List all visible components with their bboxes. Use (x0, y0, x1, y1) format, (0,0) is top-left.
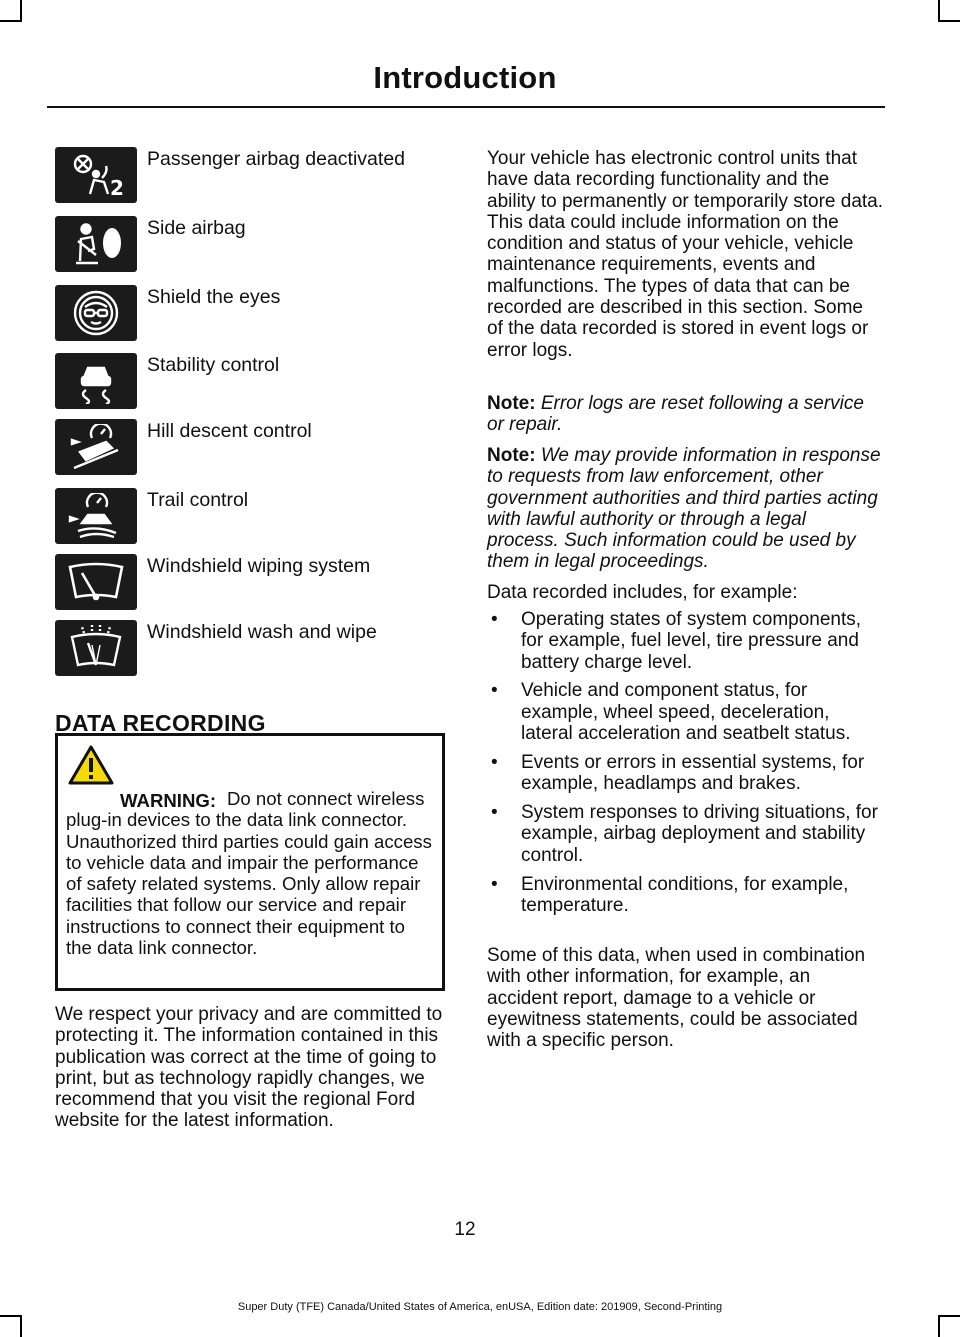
crop-mark (938, 0, 940, 22)
bullet-marker: • (491, 609, 498, 630)
header-rule (47, 106, 885, 108)
crop-mark (938, 1315, 960, 1317)
symbol-label: Side airbag (147, 217, 246, 239)
svg-text:2: 2 (110, 176, 124, 198)
list-item (487, 752, 883, 795)
warning-box (55, 733, 445, 991)
crop-mark (0, 1315, 22, 1317)
stability-control-icon (55, 353, 137, 409)
bullet-marker: • (491, 751, 498, 773)
warning-triangle-icon (68, 744, 114, 786)
list-item (487, 802, 883, 866)
footer-edition: Super Duty (TFE) Canada/United States of America, enUSA, Edition date: 201909, Second-Printing (237, 1301, 723, 1313)
symbol-label: Passenger airbag deactivated (147, 148, 406, 170)
list-item-text: Environmental conditions, for example, temperature. (521, 873, 849, 916)
crop-mark (0, 20, 22, 22)
side-airbag-icon (55, 216, 137, 272)
list-item (487, 609, 883, 673)
symbol-label: Windshield wash and wipe (147, 621, 377, 643)
note-text: Error logs are reset following a service or repair. (487, 393, 864, 436)
symbol-label: Hill descent control (147, 420, 312, 442)
crop-mark (20, 0, 22, 22)
symbol-label: Trail control (147, 489, 249, 511)
list-item-text: System responses to driving situations, for example, airbag deployment and stability control. (521, 802, 878, 866)
list-item-text: Vehicle and component status, for example, wheel speed, deceleration, lateral acceleration and seatbelt status. (521, 680, 851, 745)
crop-mark (938, 1315, 940, 1337)
data-recording-intro: Your vehicle has electronic control units that have data recording functionality and the ability to permanently or temporarily store data. This data could include information on the condition and status of your vehicle, vehicle maintenance requirements, events and malfunctions. The types of data that can be recorded are described in this section. Some of the data recorded is stored in event logs or error logs. (487, 148, 884, 361)
bullet-marker: • (491, 802, 498, 824)
windshield-wiper-icon (55, 554, 137, 610)
hill-descent-icon (55, 419, 137, 475)
warning-text: Do not connect wireless plug-in devices to the data link connector. Unauthorized third parties could gain access to vehicle data and impair the performance of safety related systems. Only allow repair facilities that follow our service and repair instructions to connect their equipment to the data link connector. (66, 788, 432, 959)
symbol-row-hill-descent (55, 419, 445, 475)
section-heading: DATA RECORDING (55, 710, 266, 736)
symbol-row-stability-control (55, 353, 445, 409)
note-law-enforcement (487, 445, 883, 573)
symbol-row-side-airbag (55, 216, 445, 272)
symbol-row-shield-eyes (55, 285, 445, 341)
windshield-wash-icon (55, 620, 137, 676)
bullet-marker: • (491, 873, 498, 895)
list-item (487, 680, 883, 744)
list-item (487, 874, 883, 917)
symbol-label: Shield the eyes (147, 286, 281, 308)
symbol-row-passenger-airbag (55, 147, 445, 203)
symbol-row-trail-control (55, 488, 445, 544)
crop-mark (938, 20, 960, 22)
trail-control-icon (55, 488, 137, 544)
note-text: We may provide information in response to requests from law enforcement, other government authorities and third parties acting with lawful authority or through a legal process. Such information could be used by them in legal proceedings. (487, 445, 881, 573)
symbol-label: Windshield wiping system (147, 555, 371, 577)
page-number: 12 (454, 1219, 476, 1240)
passenger-airbag-deactivated-icon (55, 147, 137, 203)
symbol-label: Stability control (147, 354, 280, 376)
list-item-text: Events or errors in essential systems, for example, headlamps and brakes. (521, 751, 865, 795)
note-error-logs (487, 393, 883, 436)
closing-paragraph: Some of this data, when used in combination with other information, for example, an accident report, damage to a vehicle or eyewitness statements, could be associated with a specific person. (487, 945, 866, 1052)
data-recorded-list (487, 609, 883, 924)
note-label: Note: (487, 445, 536, 466)
privacy-paragraph: We respect your privacy and are committed to protecting it. The information contained in this publication was correct at the time of going to print, but as technology rapidly changes, we recommend that you visit the regional Ford website for the latest information. (55, 1004, 443, 1132)
warning-label: WARNING: (120, 790, 217, 811)
crop-mark (20, 1315, 22, 1337)
shield-eyes-icon (55, 285, 137, 341)
bullet-marker: • (491, 680, 498, 702)
list-item-text: Operating states of system components, for example, fuel level, tire pressure and battery charge level. (521, 609, 862, 673)
page-title: Introduction (373, 60, 557, 95)
symbol-row-windshield-wash (55, 620, 445, 676)
list-intro: Data recorded includes, for example: (487, 582, 798, 603)
symbol-row-windshield-wiper (55, 554, 445, 610)
note-label: Note: (487, 393, 536, 414)
